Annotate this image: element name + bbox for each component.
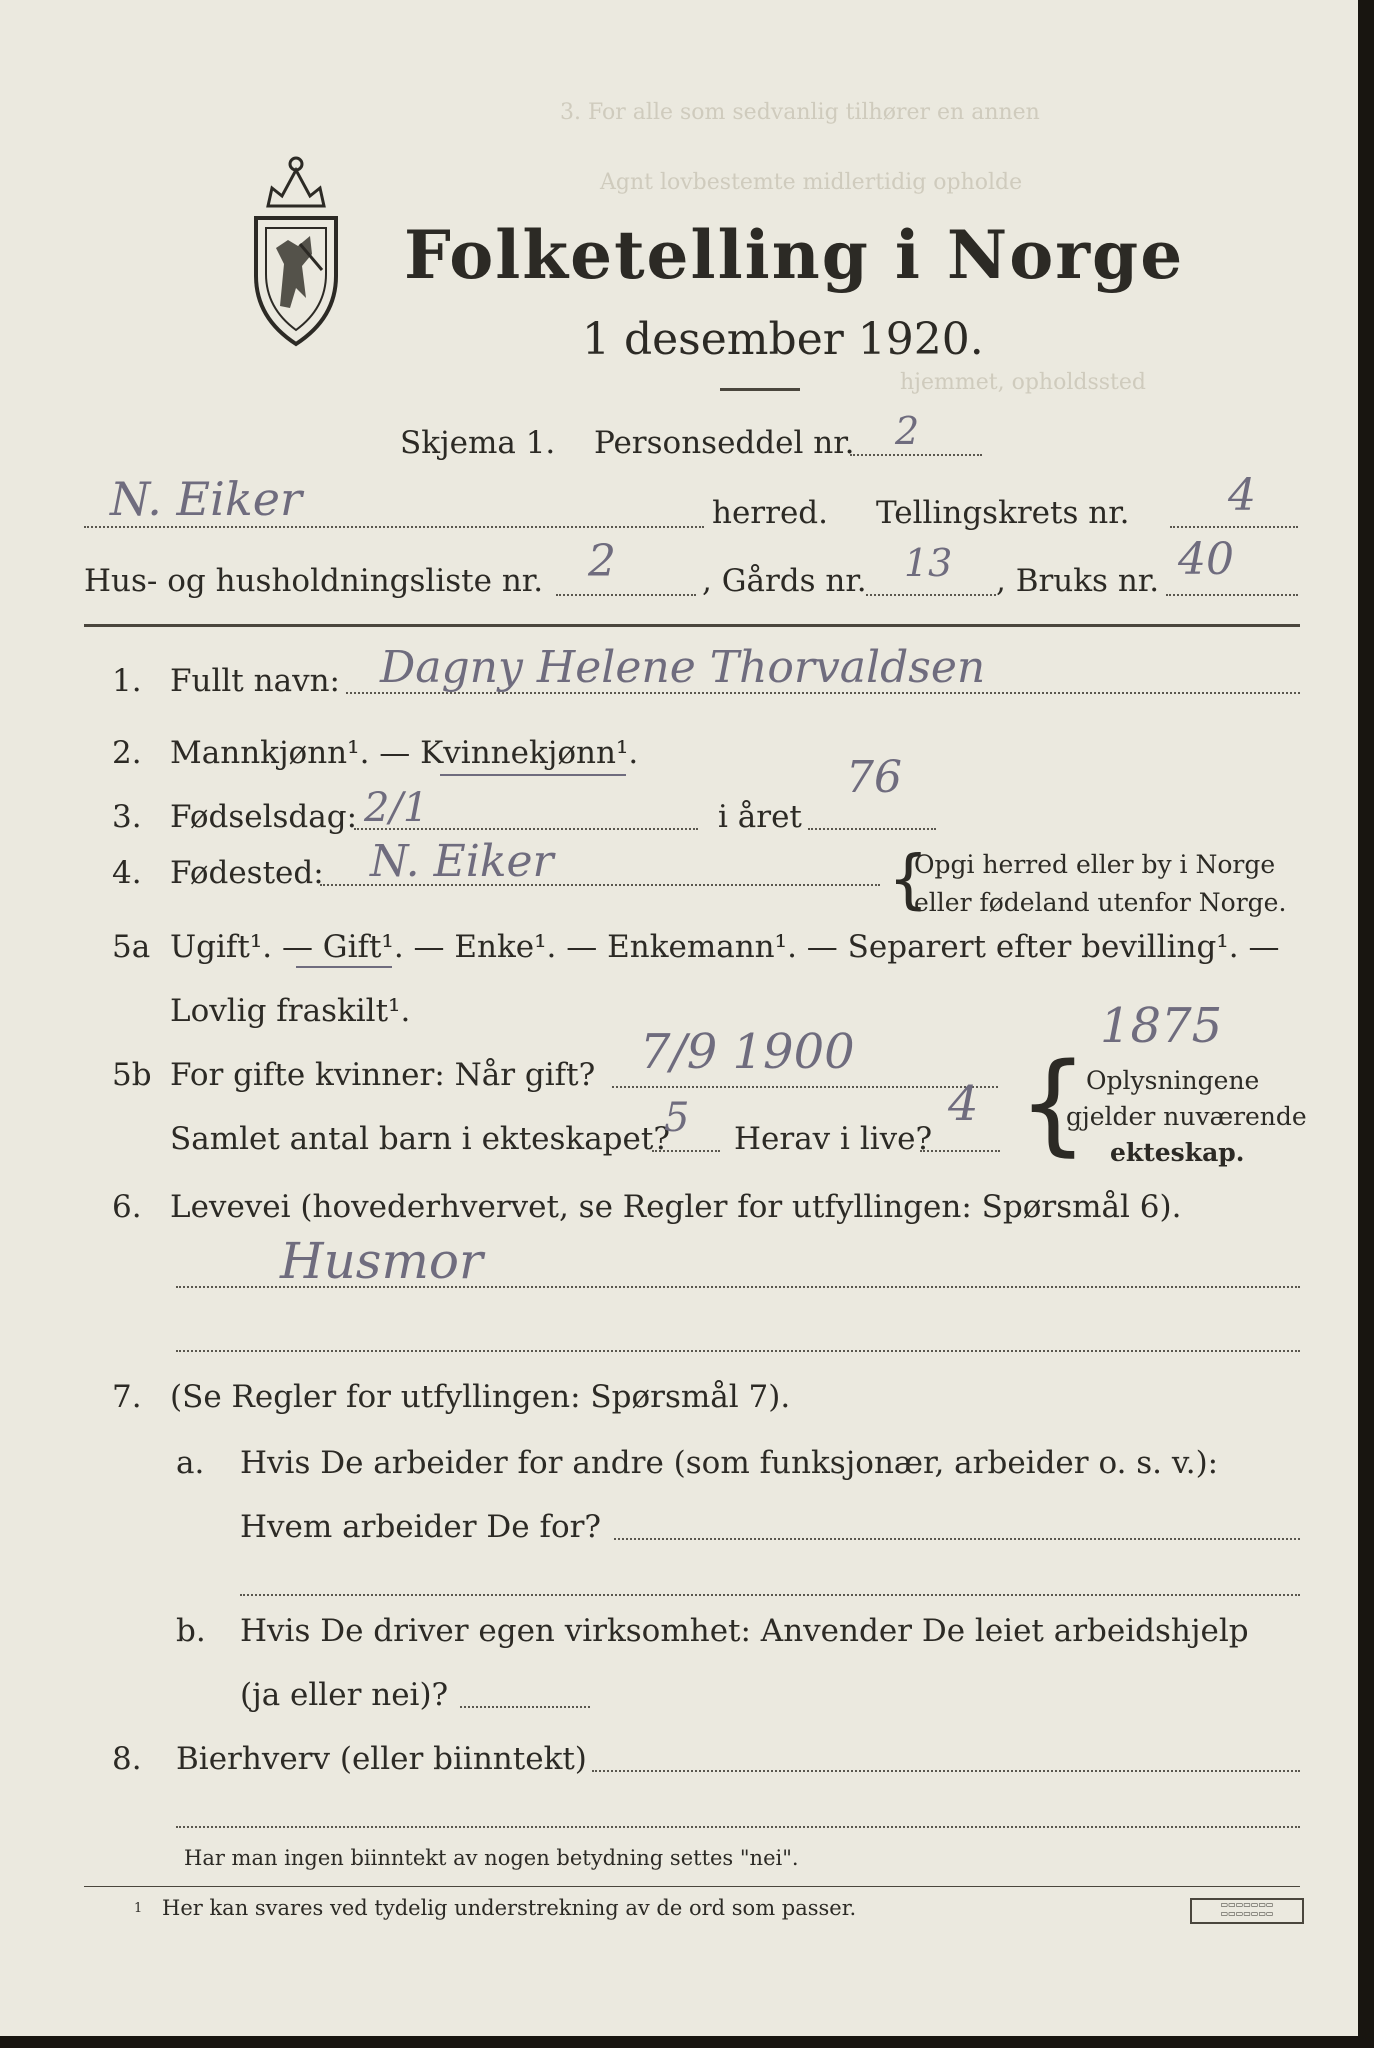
birth-year-value: 76 xyxy=(846,752,902,803)
skjema-label: Skjema 1. xyxy=(400,425,556,461)
footnote-text: Her kan svares ved tydelig understrekning av de ord som passer. xyxy=(162,1896,857,1920)
q3-number: 3. xyxy=(112,799,142,835)
footer-divider xyxy=(84,1886,1300,1887)
q5a-label-continued: Lovlig fraskilt¹. xyxy=(170,993,411,1029)
q4-number: 4. xyxy=(112,855,142,891)
bleed-through-text: Agnt lovbestemte midlertidig opholde xyxy=(600,170,1023,195)
q7-number: 7. xyxy=(112,1379,142,1415)
q3-label: Fødselsdag: xyxy=(170,799,358,835)
personseddel-value: 2 xyxy=(895,409,920,453)
occupation-value: Husmor xyxy=(280,1232,483,1290)
q5a-number: 5a xyxy=(112,929,151,965)
q3-year-label: i året xyxy=(718,799,802,835)
q7b-line xyxy=(460,1706,590,1708)
herred-value: N. Eiker xyxy=(110,472,302,526)
gift-underline xyxy=(296,966,392,968)
q7b-letter: b. xyxy=(176,1613,206,1649)
q4-note-line1: Opgi herred eller by i Norge xyxy=(914,850,1276,879)
bruks-line xyxy=(1166,594,1298,596)
tellingskrets-line xyxy=(1170,526,1298,528)
q5b-married-line xyxy=(612,1086,998,1088)
q8-line-1 xyxy=(592,1770,1300,1772)
q5a-label: Ugift¹. — Gift¹. — Enke¹. — Enkemann¹. — Separert efter bevilling¹. — xyxy=(170,929,1280,965)
q7-label: (Se Regler for utfyllingen: Spørsmål 7). xyxy=(170,1379,791,1415)
q8-line-2 xyxy=(176,1826,1300,1828)
q3-year-line xyxy=(808,828,936,830)
bleed-through-text: 3. For alle som sedvanlig tilhører en annen xyxy=(560,100,1040,125)
q5b-label: For gifte kvinner: Når gift? xyxy=(170,1057,596,1093)
personseddel-line xyxy=(850,454,982,456)
q5b-children-line xyxy=(652,1150,720,1152)
q8-label: Bierhverv (eller biinntekt) xyxy=(176,1741,587,1777)
husholdningsliste-label: Hus- og husholdningsliste nr. xyxy=(84,563,544,599)
q7a-line-2 xyxy=(240,1594,1300,1596)
birth-day-value: 2/1 xyxy=(364,785,429,831)
form-date: 1 desember 1920. xyxy=(582,314,984,365)
children-alive-value: 4 xyxy=(948,1076,979,1132)
biinntekt-note: Har man ingen biinntekt av nogen betydning settes "nei". xyxy=(184,1846,799,1870)
title-ornament-line xyxy=(720,388,800,391)
q5b-children-label: Samlet antal barn i ekteskapet? xyxy=(170,1121,670,1157)
q7b-label-continued: (ja eller nei)? xyxy=(240,1677,449,1713)
scan-edge-bottom xyxy=(0,2036,1374,2048)
norwegian-coat-of-arms-icon xyxy=(240,148,352,348)
q6-line-2 xyxy=(176,1350,1300,1352)
husholdningsliste-value: 2 xyxy=(588,536,616,587)
printer-stamp: ▭▭▭▭▭▭▭ ▭▭▭▭▭▭▭ xyxy=(1190,1898,1304,1924)
q5b-alive-label: Herav i live? xyxy=(734,1121,933,1157)
footnote-mark: 1 xyxy=(134,1901,143,1916)
brace: { xyxy=(1018,1039,1088,1167)
kvinnekjonn-underline xyxy=(440,774,626,776)
form-title: Folketelling i Norge xyxy=(404,216,1185,294)
q7b-label: Hvis De driver egen virksomhet: Anvender De leiet arbeidshjelp xyxy=(240,1613,1249,1649)
q7a-label: Hvis De arbeider for andre (som funksjonær, arbeider o. s. v.): xyxy=(240,1445,1219,1481)
husholdningsliste-line xyxy=(556,594,696,596)
q5b-number: 5b xyxy=(112,1057,152,1093)
q6-line-1 xyxy=(176,1286,1300,1288)
herred-label: herred. xyxy=(712,495,828,531)
children-count-value: 5 xyxy=(664,1095,690,1141)
q5b-note-line1: Oplysningene xyxy=(1086,1066,1260,1095)
q7a-letter: a. xyxy=(176,1445,205,1481)
q7a-line-1 xyxy=(614,1538,1300,1540)
bruks-label: , Bruks nr. xyxy=(996,563,1160,599)
bruks-value: 40 xyxy=(1178,534,1234,585)
q5b-alive-line xyxy=(920,1150,1000,1152)
gards-label: , Gårds nr. xyxy=(702,563,867,599)
q7a-label-continued: Hvem arbeider De for? xyxy=(240,1509,602,1545)
q1-label: Fullt navn: xyxy=(170,663,340,699)
annotation-year-value: 1875 xyxy=(1100,998,1223,1054)
scan-edge-right xyxy=(1358,0,1374,2048)
q4-note-line2: eller fødeland utenfor Norge. xyxy=(914,888,1287,917)
q2-label: Mannkjønn¹. — Kvinnekjønn¹. xyxy=(170,735,639,771)
q5b-note-line2: gjelder nuværende xyxy=(1066,1102,1307,1131)
q6-label: Levevei (hovederhvervet, se Regler for utfyllingen: Spørsmål 6). xyxy=(170,1189,1182,1225)
q6-number: 6. xyxy=(112,1189,142,1225)
q2-number: 2. xyxy=(112,735,142,771)
header-divider xyxy=(84,624,1300,627)
tellingskrets-value: 4 xyxy=(1228,470,1256,521)
gards-line xyxy=(866,594,996,596)
married-date-value: 7/9 1900 xyxy=(640,1024,855,1080)
gards-value: 13 xyxy=(904,541,953,585)
bleed-through-text: hjemmet, opholdssted xyxy=(900,370,1146,395)
q1-number: 1. xyxy=(112,663,142,699)
full-name-value: Dagny Helene Thorvaldsen xyxy=(380,642,986,693)
brace: { xyxy=(888,843,929,917)
birthplace-value: N. Eiker xyxy=(370,836,554,887)
personseddel-label: Personseddel nr. xyxy=(594,425,855,461)
herred-line xyxy=(84,526,704,528)
q4-label: Fødested: xyxy=(170,855,324,891)
tellingskrets-label: Tellingskrets nr. xyxy=(876,495,1130,531)
q8-number: 8. xyxy=(112,1741,142,1777)
q5b-note-line3: ekteskap. xyxy=(1110,1138,1245,1167)
